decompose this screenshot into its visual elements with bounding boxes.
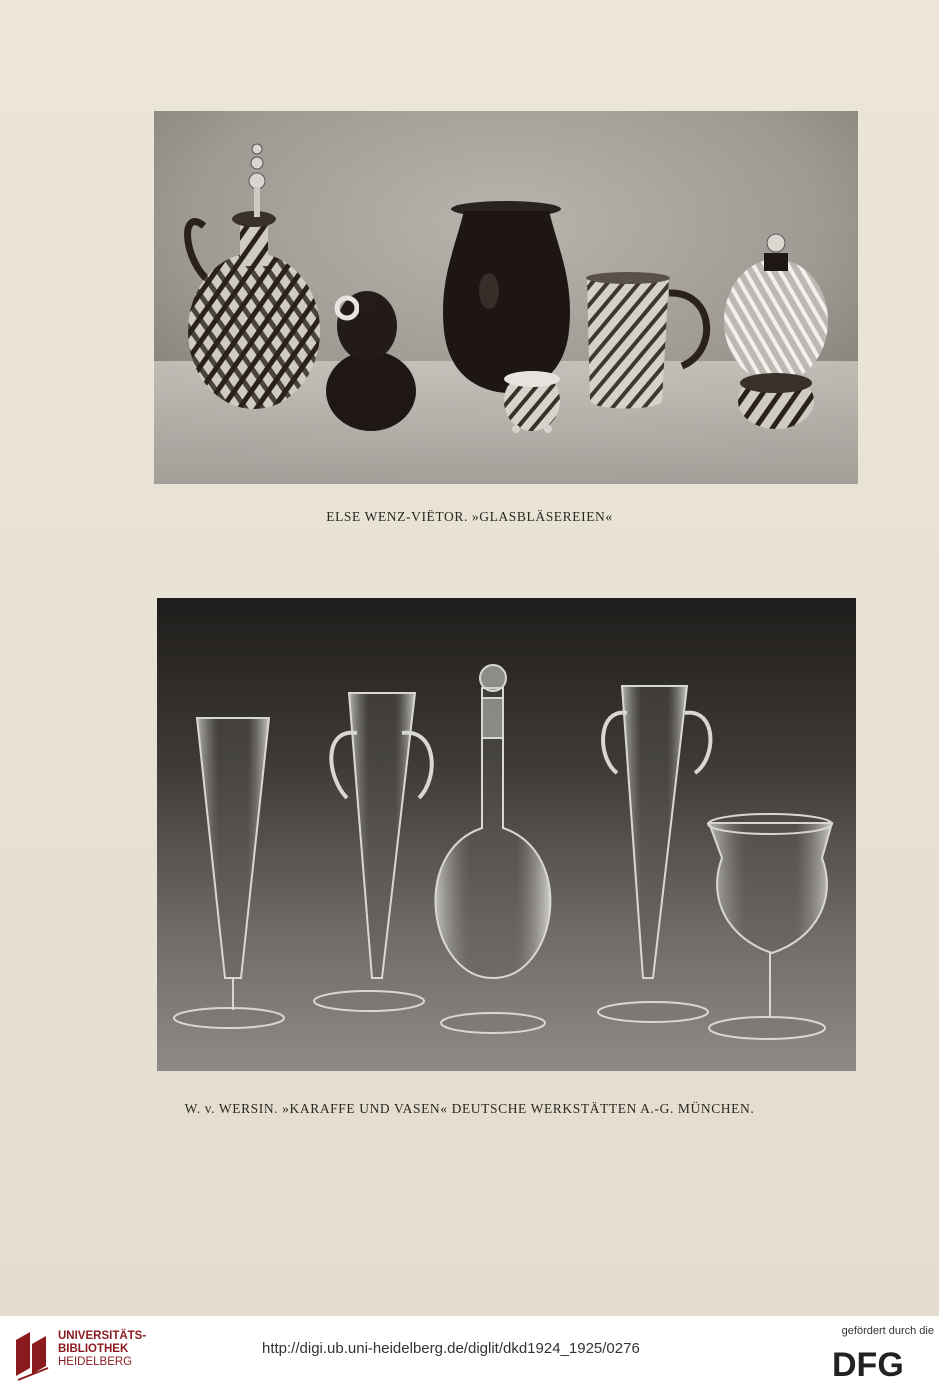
dfg-logo-text: DFG <box>832 1346 904 1380</box>
source-url[interactable]: http://digi.ub.uni-heidelberg.de/diglit/dkd1924_1925/0276 <box>262 1340 640 1357</box>
caption-top: ELSE WENZ-VIËTOR. »GLASBLÄSEREIEN« <box>326 509 613 524</box>
funding-label: gefördert durch die <box>841 1325 934 1337</box>
photo-glasblaesereien <box>154 111 858 484</box>
dark-vase <box>443 201 570 393</box>
dfg-logo-icon[interactable] <box>832 1346 930 1380</box>
dark-striped-bowl <box>738 373 814 429</box>
caption-bottom: W. v. WERSIN. »KARAFFE UND VASEN« DEUTSCHE WERKSTÄTTEN A.-G. MÜNCHEN. <box>184 1101 755 1116</box>
library-name-line2: BIBLIOTHEK <box>58 1343 129 1355</box>
library-city: HEIDELBERG <box>58 1356 133 1368</box>
ub-heidelberg-logo-icon[interactable] <box>10 1326 54 1382</box>
photo-karaffe-und-vasen <box>157 598 856 1071</box>
library-name-line1: UNIVERSITÄTS- <box>58 1330 147 1342</box>
library-name[interactable] <box>58 1330 218 1369</box>
digitization-footer <box>0 1316 939 1391</box>
